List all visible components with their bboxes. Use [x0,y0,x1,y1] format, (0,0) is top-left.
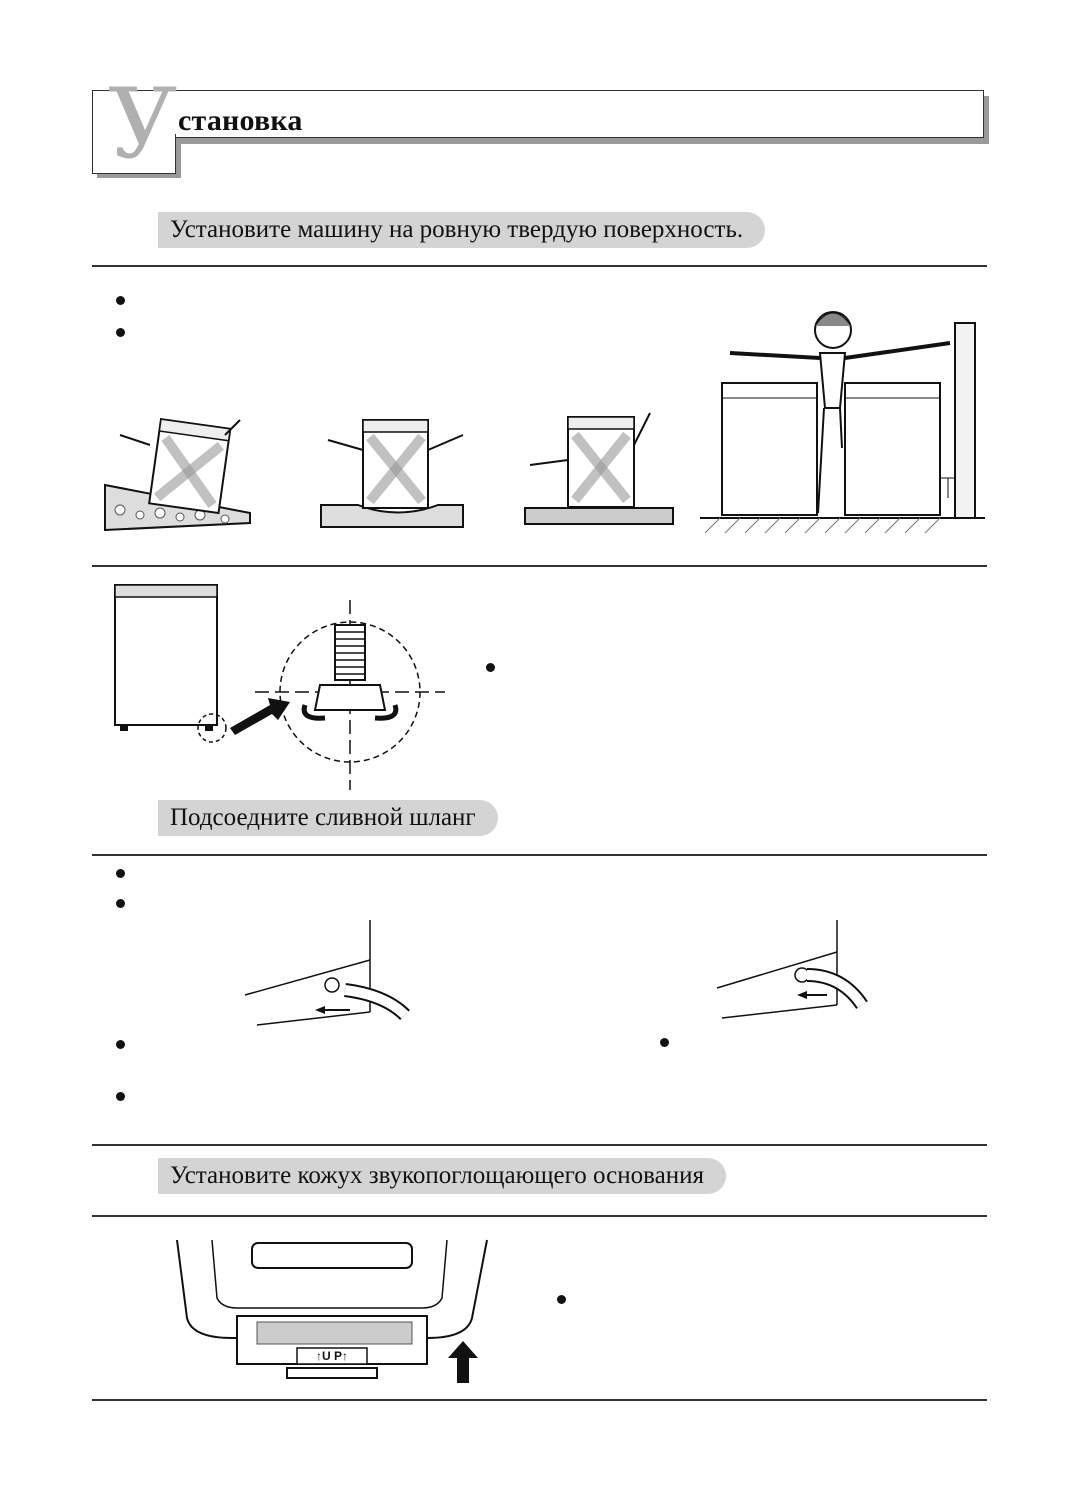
divider [92,1399,987,1401]
bullet [116,869,125,878]
bullet [116,328,125,337]
clearance-illustration [700,298,990,538]
divider [92,1144,987,1146]
header-initial-letter: У [108,68,178,180]
bullet [557,1295,566,1304]
divider [92,854,987,856]
bullet [660,1038,669,1047]
divider [92,265,987,267]
washer-on-rough-floor-illustration [520,405,680,535]
washer-on-uneven-floor-illustration [318,405,478,535]
section-title-surface: Установите машину на ровную твердую поверхность. [158,212,765,248]
hose-connect-illustration [245,920,425,1030]
divider [92,1215,987,1217]
section-title-base: Установите кожух звукопоглощающего основания [158,1158,726,1194]
section-title-hose: Подсоедните сливной шланг [158,800,498,836]
bullet [116,1040,125,1049]
bullet [486,663,495,672]
page-title: становка [178,104,303,137]
bullet [116,1092,125,1101]
hose-connected-illustration [712,920,892,1030]
leveling-foot-illustration [100,580,480,805]
bullet [116,296,125,305]
base-cover-label: ↑U P↑ [315,1349,349,1363]
washer-on-slope-illustration [100,405,260,535]
bullet [116,899,125,908]
base-cover-illustration [172,1238,492,1388]
divider [92,565,987,567]
